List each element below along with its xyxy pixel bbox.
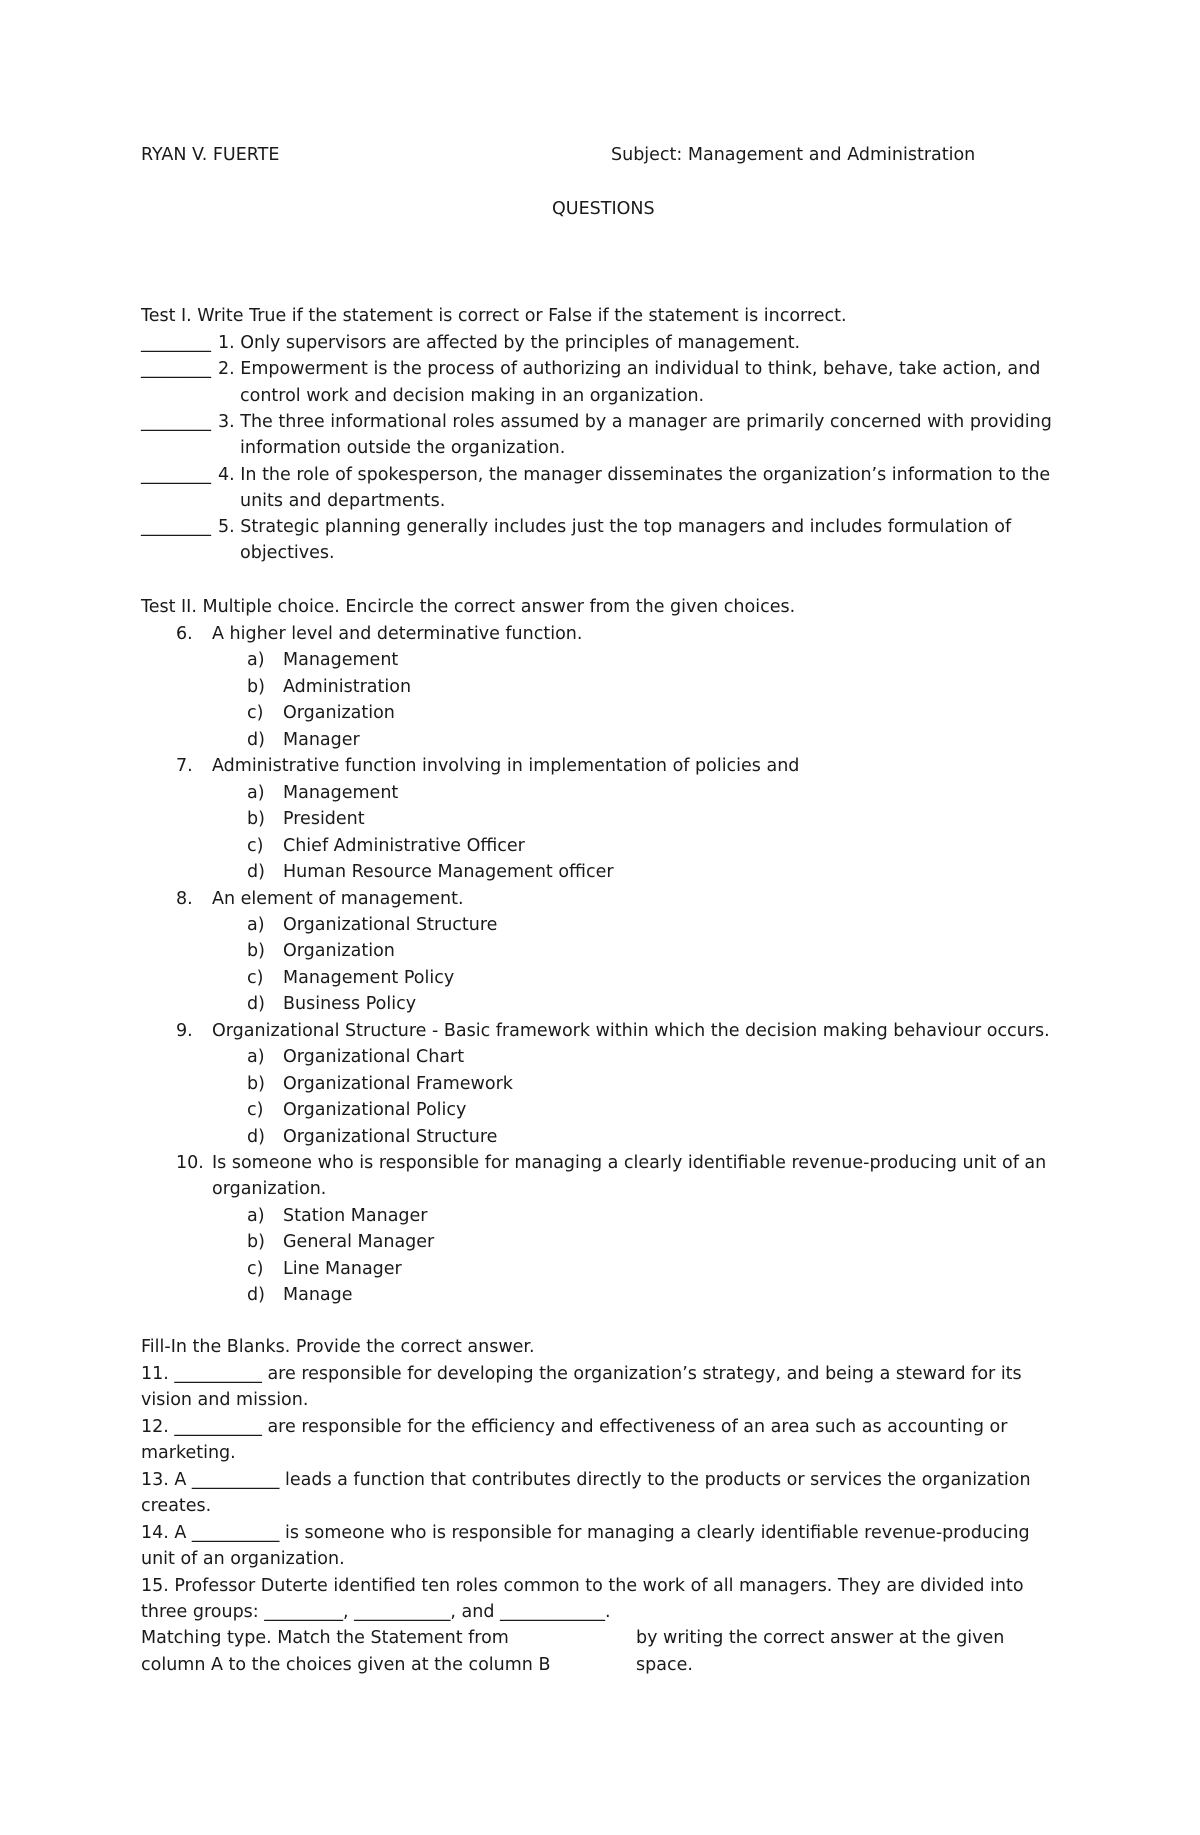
choice-text: President (283, 809, 365, 830)
choice-text: Management (283, 650, 399, 671)
choice-letter: d) (247, 1126, 265, 1147)
answer-blank[interactable]: ________ (141, 333, 211, 353)
choice-text: Management Policy (283, 967, 455, 988)
answer-blank[interactable]: ________ (141, 411, 211, 432)
choice-letter: a) (247, 650, 265, 671)
question-text: A higher level and determinative function. (212, 624, 583, 644)
choice-text: Administration (283, 676, 412, 697)
statement-text: 2. Empowerment is the process of authorizing an individual to think, behave, take action, and (218, 359, 1041, 380)
statement-text: 3. The three informational roles assumed by a manager are primarily concerned with providing (218, 411, 1052, 432)
choice-letter: c) (247, 703, 264, 724)
question-number: 6. (176, 624, 193, 644)
matching-instruction-right: by writing the correct answer at the given (636, 1628, 1005, 1648)
choice-letter: c) (247, 967, 264, 988)
fill-in-line: 11. __________ are responsible for developing the organization’s strategy, and being a steward for its (141, 1364, 1022, 1384)
choice-text: Organizational Chart (283, 1047, 465, 1068)
question-number: 8. (176, 888, 193, 909)
choice-letter: d) (247, 994, 265, 1015)
choice-text: Manager (283, 729, 360, 750)
choice-letter: a) (247, 782, 265, 803)
matching-instruction-left: Matching type. Match the Statement from (141, 1628, 509, 1648)
choice-letter: b) (247, 1232, 265, 1253)
choice-letter: d) (247, 862, 265, 883)
choice-letter: a) (247, 914, 265, 935)
fill-in-line: three groups: _________, ___________, and ____________. (141, 1602, 611, 1623)
choice-letter: c) (247, 835, 264, 856)
question-text: Is someone who is responsible for managing a clearly identifiable revenue-producing unit of an (212, 1153, 1047, 1173)
statement-text: 5. Strategic planning generally includes just the top managers and includes formulation of (218, 517, 1012, 538)
question-text: An element of management. (212, 888, 464, 909)
choice-letter: d) (247, 729, 265, 750)
student-name: RYAN V. FUERTE (141, 145, 280, 165)
statement-text: 4. In the role of spokesperson, the manager disseminates the organization’s information to the (218, 464, 1051, 485)
page-title: QUESTIONS (552, 199, 655, 219)
choice-letter: b) (247, 809, 265, 830)
statement-continuation: units and departments. (240, 490, 446, 511)
matching-instruction-right: space. (636, 1655, 693, 1675)
choice-letter: b) (247, 1073, 265, 1094)
question-number: 10. (176, 1153, 204, 1173)
statement-continuation: control work and decision making in an organization. (240, 385, 705, 406)
choice-text: Organization (283, 703, 395, 724)
matching-instruction-left: column A to the choices given at the column B (141, 1655, 551, 1675)
fill-in-line: 12. __________ are responsible for the efficiency and effectiveness of an area such as accounting or (141, 1416, 1008, 1437)
statement-continuation: objectives. (240, 543, 335, 564)
choice-letter: c) (247, 1100, 264, 1121)
statement-text: 1. Only supervisors are affected by the principles of management. (218, 333, 801, 353)
fill-in-line: 15. Professor Duterte identified ten roles common to the work of all managers. They are divided into (141, 1575, 1024, 1596)
choice-text: Chief Administrative Officer (283, 835, 525, 856)
fill-in-line: marketing. (141, 1443, 236, 1464)
choice-letter: a) (247, 1047, 265, 1068)
choice-text: Organization (283, 941, 395, 962)
question-text: Organizational Structure - Basic framework within which the decision making behaviour occurs. (212, 1020, 1050, 1041)
choice-text: Human Resource Management officer (283, 862, 614, 883)
choice-letter: b) (247, 676, 265, 697)
answer-blank[interactable]: ________ (141, 464, 211, 485)
fill-in-line: 13. A __________ leads a function that contributes directly to the products or services the organization (141, 1469, 1031, 1490)
choice-text: Organizational Structure (283, 914, 498, 935)
choice-text: Organizational Structure (283, 1126, 498, 1147)
choice-letter: c) (247, 1258, 264, 1279)
question-number: 7. (176, 756, 193, 777)
test1-instruction: Test I. Write True if the statement is correct or False if the statement is incorrect. (141, 306, 847, 326)
fill-in-line: creates. (141, 1496, 212, 1517)
question-continuation: organization. (212, 1179, 327, 1200)
statement-continuation: information outside the organization. (240, 438, 566, 459)
fill-in-line: vision and mission. (141, 1390, 309, 1411)
choice-text: Line Manager (283, 1258, 402, 1279)
choice-text: Manage (283, 1285, 353, 1306)
choice-text: Business Policy (283, 994, 417, 1015)
answer-blank[interactable]: ________ (141, 359, 211, 380)
choice-letter: a) (247, 1205, 265, 1226)
choice-text: Organizational Framework (283, 1073, 513, 1094)
subject-line: Subject: Management and Administration (611, 145, 976, 165)
answer-blank[interactable]: ________ (141, 517, 211, 538)
question-text: Administrative function involving in implementation of policies and (212, 756, 800, 777)
fill-in-instruction: Fill-In the Blanks. Provide the correct answer. (141, 1337, 535, 1357)
choice-letter: b) (247, 941, 265, 962)
choice-text: General Manager (283, 1232, 435, 1253)
test2-instruction: Test II. Multiple choice. Encircle the correct answer from the given choices. (141, 597, 796, 617)
fill-in-line: unit of an organization. (141, 1549, 345, 1570)
fill-in-line: 14. A __________ is someone who is responsible for managing a clearly identifiable revenue-producing (141, 1522, 1030, 1543)
choice-text: Station Manager (283, 1205, 428, 1226)
choice-text: Management (283, 782, 399, 803)
choice-text: Organizational Policy (283, 1100, 467, 1121)
question-number: 9. (176, 1020, 193, 1041)
choice-letter: d) (247, 1285, 265, 1306)
